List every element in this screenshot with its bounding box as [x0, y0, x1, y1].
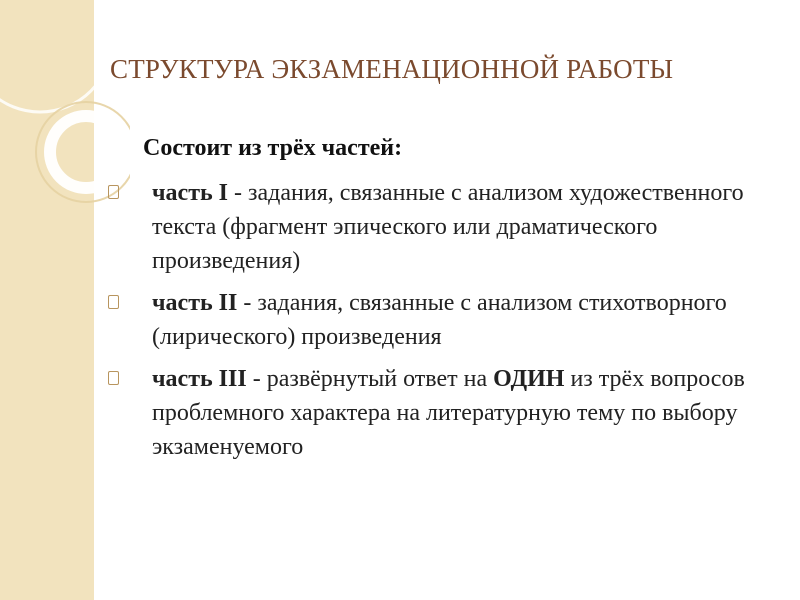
part-description: задания, связанные с анализом художественного текста (фрагмент эпического или драматического произведения)	[152, 180, 744, 274]
part-description: задания, связанные с анализом стихотворного (лирического) произведения	[152, 290, 727, 350]
decor-ring-large	[0, 0, 112, 112]
part-separator: -	[228, 180, 249, 206]
slide-title: СТРУКТУРА ЭКЗАМЕНАЦИОННОЙ РАБОТЫ	[110, 54, 674, 84]
part-separator: -	[246, 366, 267, 392]
bullet-square-icon	[108, 371, 119, 385]
part-label: часть II	[152, 290, 238, 316]
part-description-start: развёрнутый ответ на	[266, 366, 494, 392]
intro-text: Состоит из трёх частей:	[143, 135, 403, 161]
list-item-part-2	[108, 286, 788, 354]
bullet-square-icon	[108, 185, 119, 199]
list-item-part-3	[108, 362, 788, 464]
bullet-square-icon	[108, 295, 119, 309]
part-label: часть I	[152, 180, 229, 206]
parts-list	[108, 176, 788, 472]
list-item-part-1	[108, 176, 788, 278]
part-emphasis: ОДИН	[493, 366, 565, 392]
part-description-end: из трёх вопросов проблемного характера на литературную тему по выбору экзаменуемого	[152, 366, 745, 460]
part-label: часть III	[152, 366, 247, 392]
part-separator: -	[237, 290, 258, 316]
